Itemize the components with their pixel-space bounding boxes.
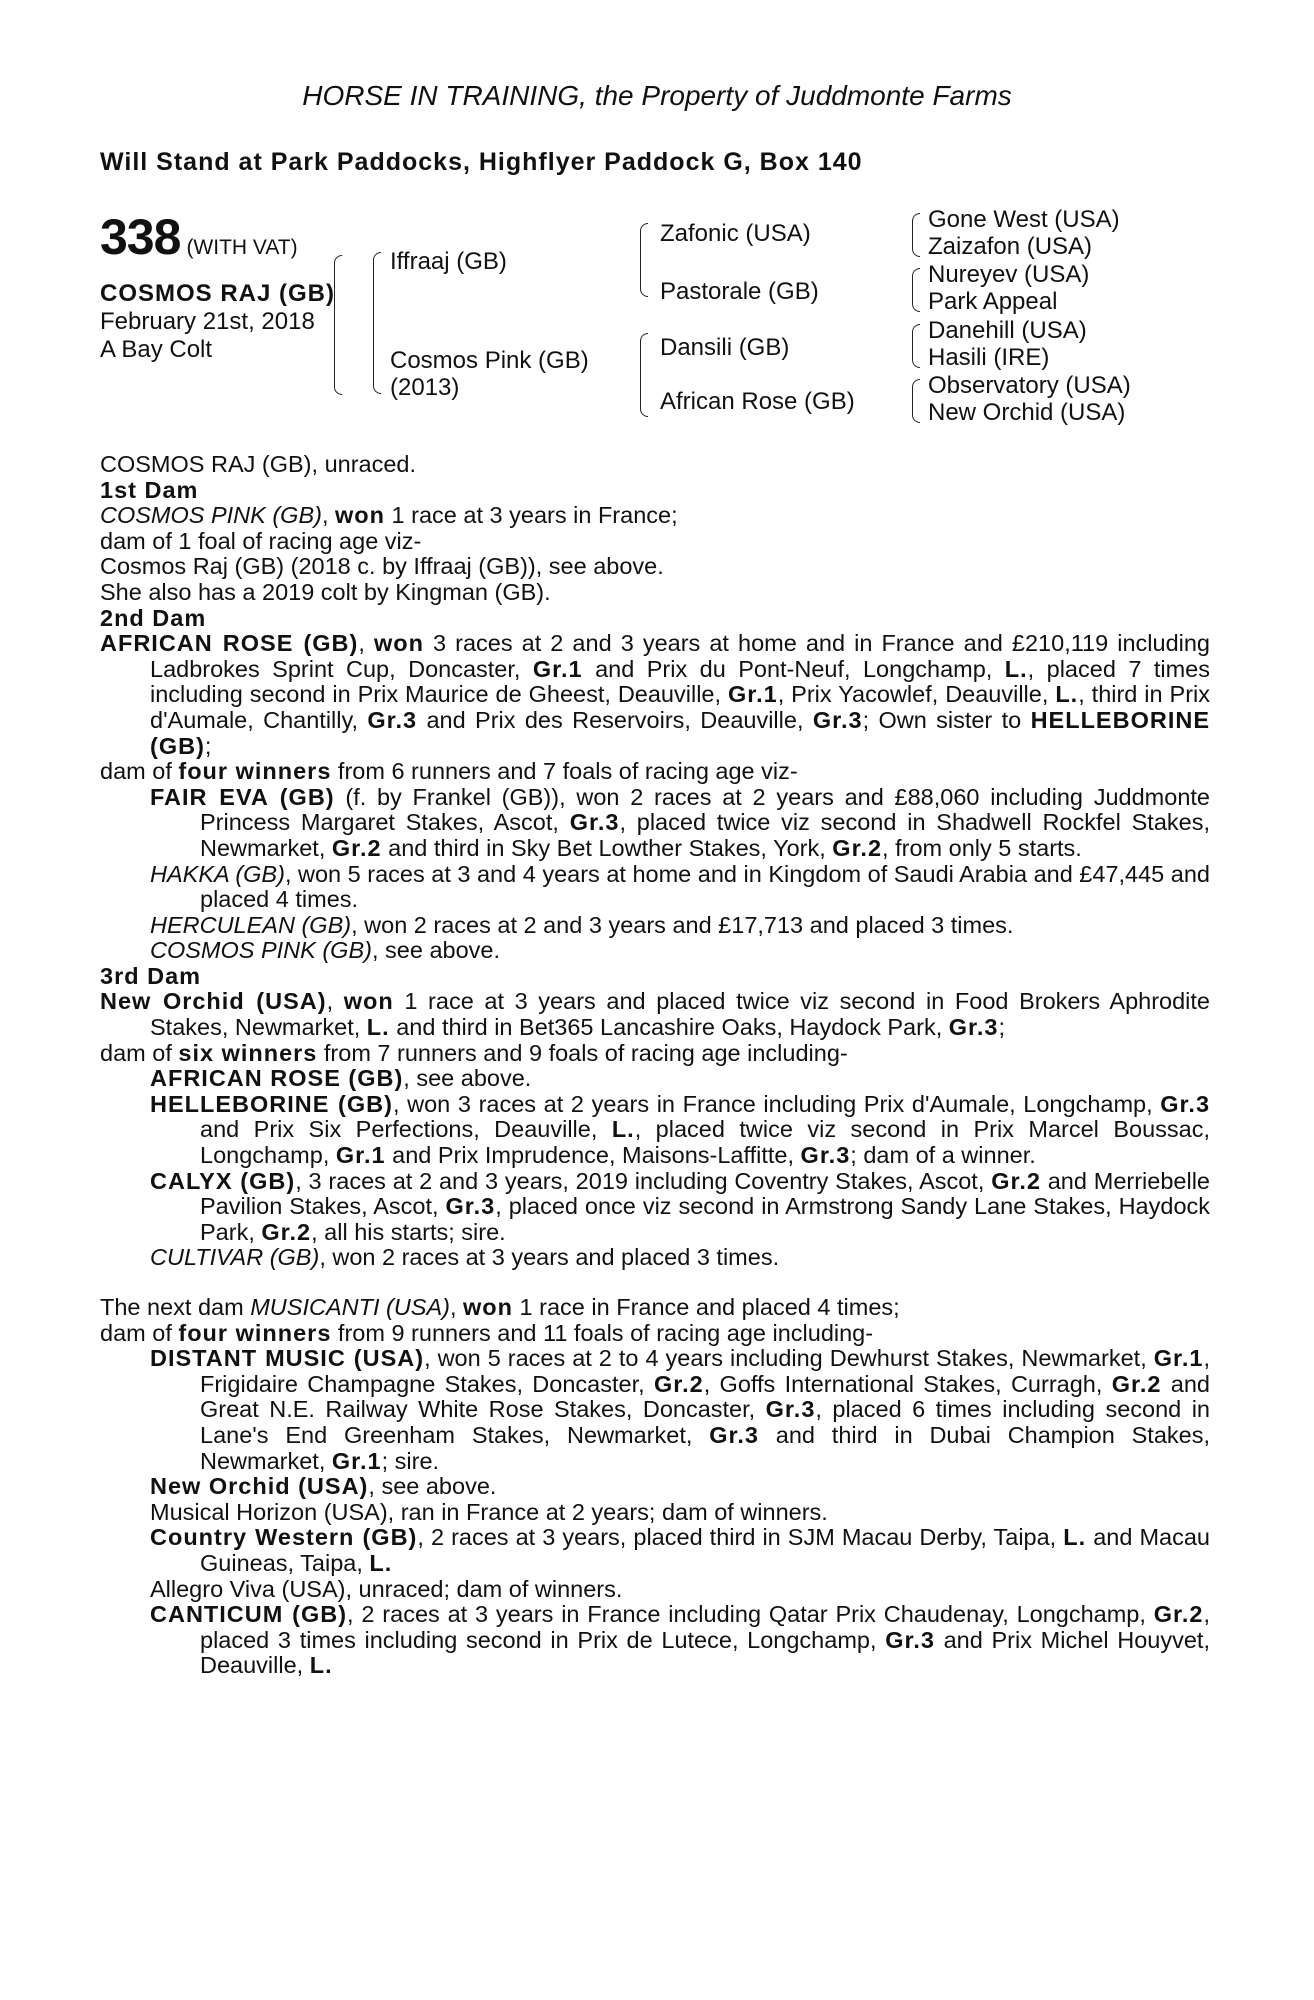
lot-number-block [100, 208, 298, 266]
pedigree-dam-sire: Dansili (GB) [660, 334, 790, 361]
location-subheader: Will Stand at Park Paddocks, Highflyer Paddock G, Box 140 [100, 148, 863, 176]
pedigree-dam-dam: African Rose (GB) [660, 388, 855, 415]
pedigree-brace [373, 252, 381, 394]
second-dam-paragraph: AFRICAN ROSE (GB), won 3 races at 2 and 3 years at home and in France and £210,119 including Ladbrokes Sprint Cup, Doncaster, Gr.1 and Prix du Pont-Neuf, Longchamp, L., placed 7 times including second in Prix Maurice de Gheest, Deauville, Gr.1, Prix Yacowlef, Deauville, L., third in Prix d'Aumale, Chantilly, Gr.3 and Prix des Reservoirs, Deauville, Gr.3; Own sister to HELLEBORINE (GB); [100, 630, 1211, 759]
pedigree-g-2: Zaizafon (USA) [928, 233, 1093, 260]
pedigree-brace [640, 333, 648, 417]
produce-line: Allegro Viva (USA), unraced; dam of winners. [150, 1575, 623, 1602]
pedigree-sire-dam: Pastorale (GB) [660, 278, 819, 305]
next-dam-line: dam of four winners from 9 runners and 11 foals of racing age including- [100, 1319, 874, 1346]
produce-line: FAIR EVA (GB) (f. by Frankel (GB)), won 2 races at 2 years and £88,060 including Juddmonte Princess Margaret Stakes, Ascot, Gr.3, placed twice viz second in Shadwell Rockfel Stakes, Newmarket, Gr.2 and third in Sky Bet Lowther Stakes, York, Gr.2, from only 5 starts. [150, 783, 1210, 861]
produce-line: HERCULEAN (GB), won 2 races at 2 and 3 years and £17,713 and placed 3 times. [150, 911, 1014, 938]
pedigree-sire: Iffraaj (GB) [390, 248, 507, 275]
produce-line: CANTICUM (GB), 2 races at 3 years in France including Qatar Prix Chaudenay, Longchamp, Gr.2, placed 3 times including second in Prix de Lutece, Longchamp, Gr.3 and Prix Michel Houyvet, Deauville, L. [150, 1601, 1211, 1679]
pedigree-brace [912, 379, 920, 423]
produce-line: CULTIVAR (GB), won 2 races at 3 years and placed 3 times. [150, 1244, 780, 1271]
pedigree-g-7: Observatory (USA) [928, 372, 1131, 399]
horse-info [100, 280, 335, 364]
third-dam-paragraph: New Orchid (USA), won 1 race at 3 years and placed twice viz second in Food Brokers Aphrodite Stakes, Newmarket, L. and third in Bet365 Lancashire Oaks, Haydock Park, Gr.3; [100, 988, 1210, 1041]
foaling-date: February 21st, 2018 [100, 308, 315, 335]
pedigree-dam: Cosmos Pink (GB) [390, 347, 589, 374]
unraced-line: COSMOS RAJ (GB), unraced. [100, 451, 417, 477]
produce-line: AFRICAN ROSE (GB), see above. [150, 1065, 532, 1092]
pedigree-brace [334, 255, 342, 395]
produce-line: New Orchid (USA), see above. [150, 1473, 497, 1500]
pedigree-g-5: Danehill (USA) [928, 317, 1087, 344]
produce-line: COSMOS PINK (GB), see above. [150, 937, 501, 964]
second-dam-heading: 2nd Dam [100, 604, 207, 631]
vat-note: (WITH VAT) [186, 236, 298, 259]
catalogue-text [100, 452, 1210, 1679]
second-dam-line: dam of four winners from 6 runners and 7 foals of racing age viz- [100, 758, 798, 785]
pedigree-brace [912, 324, 920, 368]
pedigree-g-4: Park Appeal [928, 288, 1058, 315]
produce-line: CALYX (GB), 3 races at 2 and 3 years, 2019 including Coventry Stakes, Ascot, Gr.2 and Merriebelle Pavilion Stakes, Ascot, Gr.3, placed once viz second in Armstrong Sandy Lane Stakes, Haydock Park, Gr.2, all his starts; sire. [150, 1167, 1211, 1245]
pedigree-dam-year: (2013) [390, 374, 460, 401]
produce-line: HELLEBORINE (GB), won 3 races at 2 years in France including Prix d'Aumale, Longchamp, Gr.3 and Prix Six Perfections, Deauville, L., placed twice viz second in Prix Marcel Boussac, Longchamp, Gr.1 and Prix Imprudence, Maisons-Laffitte, Gr.3; dam of a winner. [150, 1090, 1211, 1169]
first-dam-heading: 1st Dam [100, 476, 199, 503]
produce-line: HAKKA (GB), won 5 races at 3 and 4 years at home and in Kingdom of Saudi Arabia and £47,445 and placed 4 times. [150, 860, 1210, 913]
produce-line: Musical Horizon (USA), ran in France at 2 years; dam of winners. [150, 1498, 828, 1525]
pedigree-g-1: Gone West (USA) [928, 206, 1120, 233]
pedigree-g-3: Nureyev (USA) [928, 261, 1090, 288]
third-dam-heading: 3rd Dam [100, 962, 202, 989]
first-dam-line: She also has a 2019 colt by Kingman (GB). [100, 578, 551, 605]
horse-name: COSMOS RAJ (GB) [100, 280, 336, 307]
pedigree-brace [640, 223, 648, 297]
produce-line: DISTANT MUSIC (USA), won 5 races at 2 to 4 years including Dewhurst Stakes, Newmarket, Gr.1, Frigidaire Champagne Stakes, Doncaster, Gr.2, Goffs International Stakes, Curragh, Gr.2 and Great N.E. Railway White Rose Stakes, Doncaster, Gr.3, placed 6 times including second in Lane's End Greenham Stakes, Newmarket, Gr.3 and third in Dubai Champion Stakes, Newmarket, Gr.1; sire. [150, 1345, 1211, 1474]
third-dam-line: dam of six winners from 7 runners and 9 foals of racing age including- [100, 1039, 848, 1066]
pedigree-sire-sire: Zafonic (USA) [660, 220, 811, 247]
pedigree-g-8: New Orchid (USA) [928, 399, 1126, 426]
produce-line: Country Western (GB), 2 races at 3 years, placed third in SJM Macau Derby, Taipa, L. and Macau Guineas, Taipa, L. [150, 1524, 1210, 1576]
horse-description: A Bay Colt [100, 336, 213, 363]
first-dam-paragraph: COSMOS PINK (GB), won 1 race at 3 years in France; [100, 502, 678, 529]
produce-line: Cosmos Raj (GB) (2018 c. by Iffraaj (GB)), see above. [100, 553, 664, 580]
first-dam-line: dam of 1 foal of racing age viz- [100, 527, 422, 554]
lot-number: 338 [100, 209, 181, 265]
pedigree-brace [912, 268, 920, 312]
pedigree-brace [912, 213, 920, 257]
pedigree-g-6: Hasili (IRE) [928, 344, 1050, 371]
catalogue-header: HORSE IN TRAINING, the Property of Juddmonte Farms [302, 80, 1012, 111]
next-dam-paragraph: The next dam MUSICANTI (USA), won 1 race in France and placed 4 times; [100, 1294, 900, 1320]
